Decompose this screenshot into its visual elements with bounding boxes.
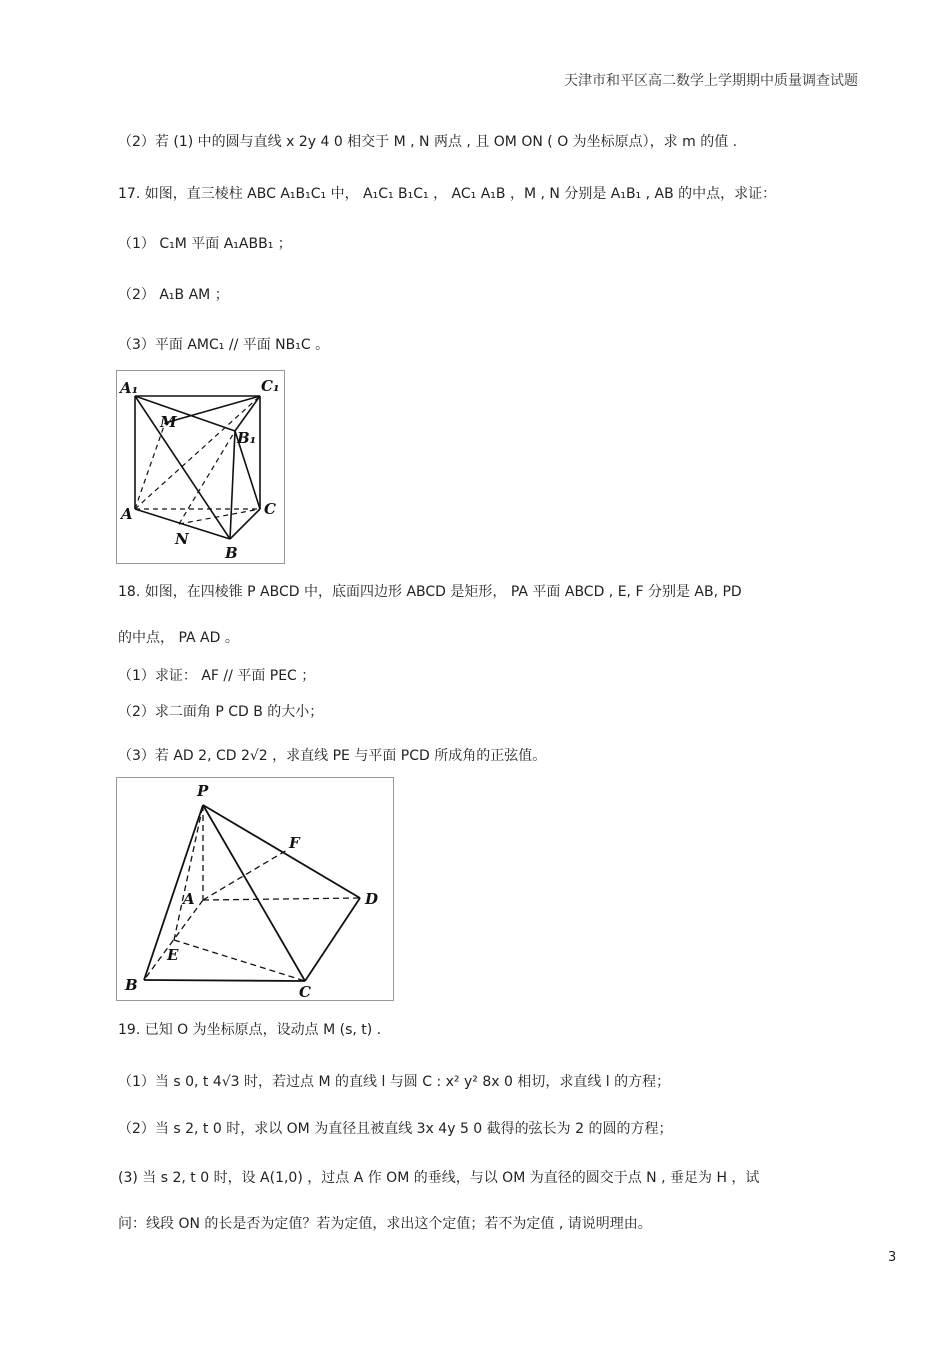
label-A: A [183,890,195,908]
page-number: 3 [888,1250,897,1265]
label-C: C [299,983,311,1000]
q18-part1: （1）求证： AF // 平面 PEC ； [118,668,316,684]
q18-stem: 18. 如图，在四棱锥 P ABCD 中，底面四边形 ABCD 是矩形， PA 平面 ABCD , E, F 分别是 AB, PD [118,584,742,600]
label-E: E [167,946,179,964]
label-C: C [264,500,276,518]
label-B: B [225,544,238,562]
label-B1: B₁ [237,429,257,447]
q19-part3-cont: 问：线段 ON 的长是否为定值？若为定值，求出这个定值；若不为定值 , 请说明理由。 [118,1216,652,1232]
q18-part2: （2）求二面角 P CD B 的大小； [118,704,324,720]
label-N: N [175,530,189,548]
q17-part1: （1） C₁M 平面 A₁ABB₁ ； [118,236,292,252]
label-P: P [197,782,209,800]
prism-diagram [117,371,284,563]
q18-part3: （3）若 AD 2, CD 2√2 ，求直线 PE 与平面 PCD 所成角的正弦值。 [118,748,547,764]
label-F: F [289,834,300,852]
q17-part2: （2） A₁B AM ； [118,287,229,303]
q19-part1: （1）当 s 0, t 4√3 时，若过点 M 的直线 l 与圆 C : x² y² 8x 0 相切，求直线 l 的方程； [118,1074,671,1090]
q17-stem: 17. 如图，直三棱柱 ABC A₁B₁C₁ 中， A₁C₁ B₁C₁ ， AC₁ A₁B ，M , N 分别是 A₁B₁ , AB 的中点，求证： [118,186,777,202]
q17-part3: （3）平面 AMC₁ // 平面 NB₁C 。 [118,337,330,353]
page-header: 天津市和平区高二数学上学期期中质量调查试题 [564,73,858,89]
q18-stem-cont: 的中点， PA AD 。 [118,630,239,646]
figure-pyramid [116,777,394,1001]
label-M: M [160,413,177,431]
pyramid-diagram [117,778,393,1000]
q19-part3: (3) 当 s 2, t 0 时，设 A(1,0) ，过点 A 作 OM 的垂线，与以 OM 为直径的圆交于点 N , 垂足为 H ，试 [118,1170,760,1186]
label-D: D [365,890,379,908]
label-C1: C₁ [261,377,280,395]
label-A: A [121,505,133,523]
figure-prism [116,370,285,564]
q19-stem: 19. 已知 O 为坐标原点，设动点 M (s, t) . [118,1022,382,1038]
label-A1: A₁ [120,379,139,397]
label-B: B [125,976,138,994]
q16-part2: （2）若 (1) 中的圆与直线 x 2y 4 0 相交于 M , N 两点 , 且 OM ON ( O 为坐标原点），求 m 的值 . [118,134,738,150]
q19-part2: （2）当 s 2, t 0 时，求以 OM 为直径且被直线 3x 4y 5 0 截得的弦长为 2 的圆的方程； [118,1121,673,1137]
